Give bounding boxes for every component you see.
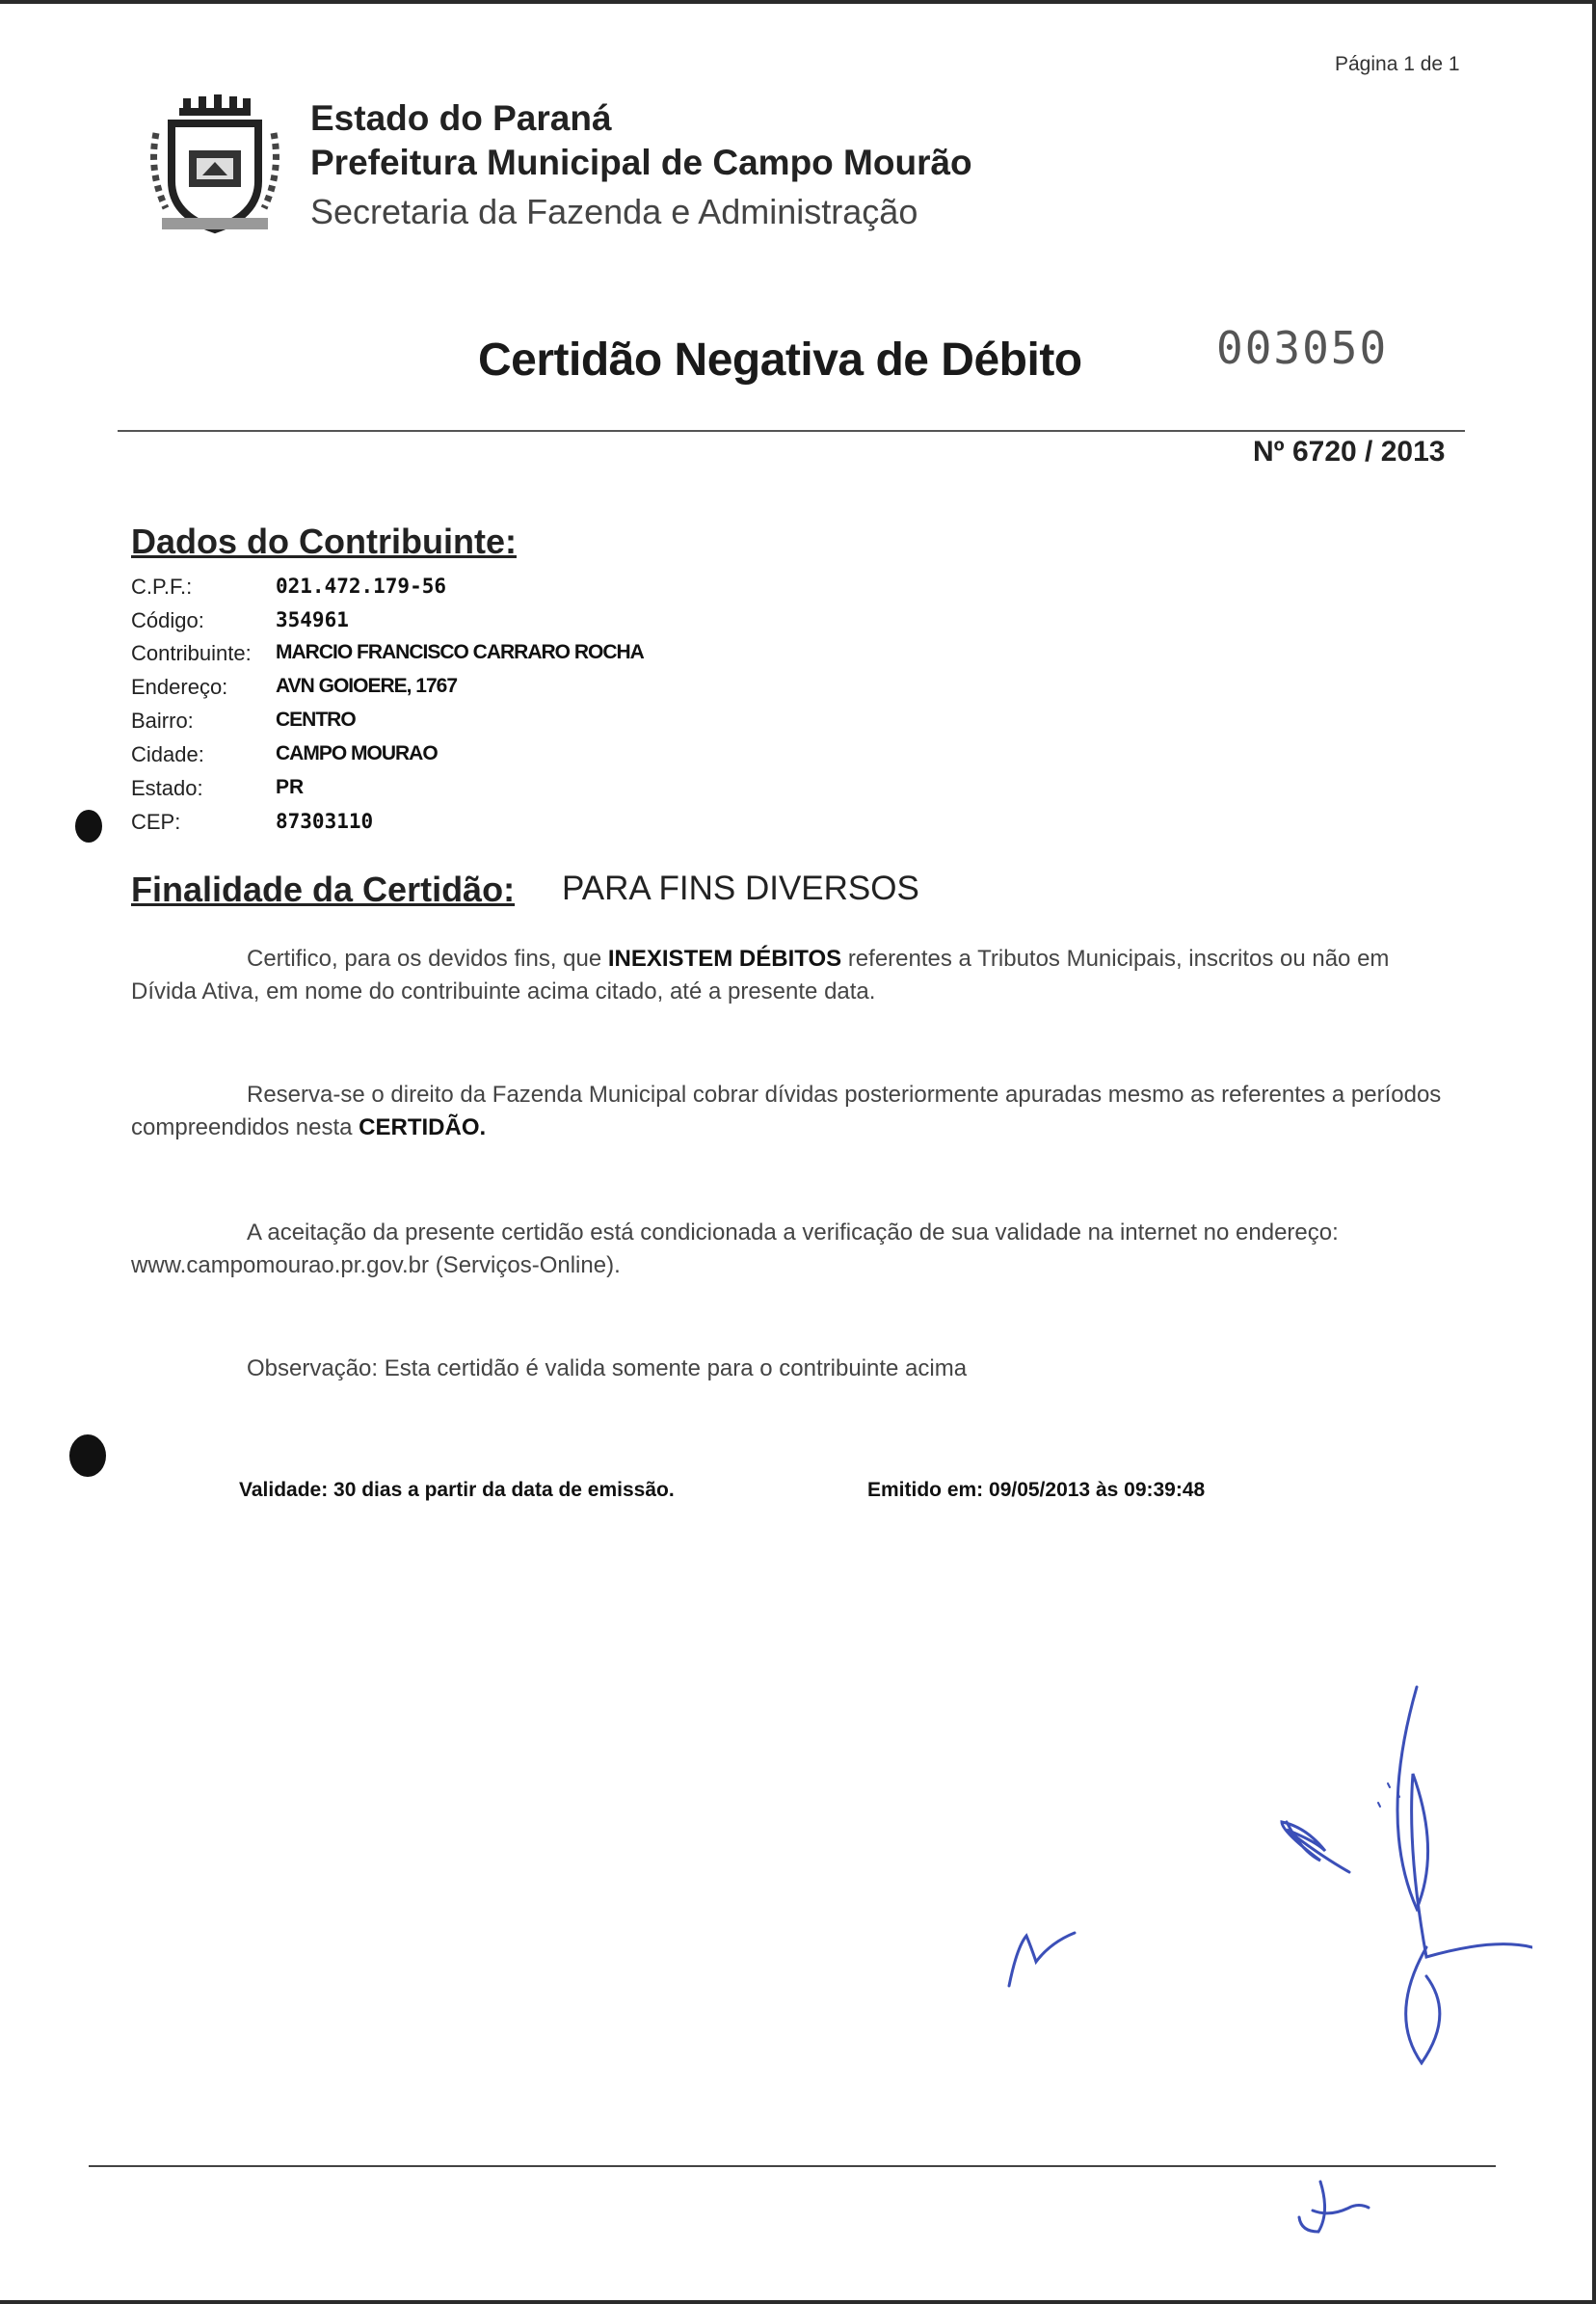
issue-datetime: Emitido em: 09/05/2013 às 09:39:48 bbox=[867, 1479, 1206, 1501]
field-value-cpf: 021.472.179-56 bbox=[276, 575, 447, 598]
coat-of-arms-logo bbox=[143, 94, 287, 239]
field-label-contribuinte: Contribuinte: bbox=[131, 641, 252, 665]
taxpayer-heading: Dados do Contribuinte: bbox=[131, 522, 517, 561]
header-secretariat: Secretaria da Fazenda e Administração bbox=[310, 192, 918, 231]
field-value-endereco: AVN GOIOERE, 1767 bbox=[276, 675, 458, 697]
paragraph-reserve-a: Reserva-se o direito da Fazenda Municipal cobrar dívidas posteriormente apuradas mesmo as referentes a períodos compreendidos nesta bbox=[131, 1082, 1442, 1140]
paragraph-certify-c: referentes a Tributos Municipais, inscritos ou não em Dívida Ativa, em nome do contribuinte acima citado, até a presente data. bbox=[131, 946, 1390, 1005]
scan-border-bottom bbox=[0, 2300, 1596, 2304]
footer-divider bbox=[89, 2165, 1496, 2167]
paragraph-certify bbox=[131, 943, 1451, 1008]
validity-note: Validade: 30 dias a partir da data de emissão. bbox=[239, 1479, 675, 1501]
page-indicator: Página 1 de 1 bbox=[1335, 53, 1460, 75]
field-value-bairro: CENTRO bbox=[276, 709, 356, 731]
scan-border-right bbox=[1592, 0, 1596, 2304]
field-label-codigo: Código: bbox=[131, 608, 204, 632]
field-label-endereco: Endereço: bbox=[131, 675, 228, 699]
paragraph-observation: Observação: Esta certidão é valida somente para o contribuinte acima bbox=[247, 1355, 968, 1381]
field-label-cpf: C.P.F.: bbox=[131, 575, 193, 599]
field-value-cidade: CAMPO MOURAO bbox=[276, 742, 438, 764]
initials-signature bbox=[1291, 2174, 1407, 2241]
header-state: Estado do Paraná bbox=[310, 98, 612, 138]
punch-hole-mark bbox=[75, 810, 102, 843]
field-value-codigo: 354961 bbox=[276, 608, 349, 631]
field-value-cep: 87303110 bbox=[276, 810, 374, 833]
scan-border-top bbox=[0, 0, 1596, 4]
field-label-estado: Estado: bbox=[131, 776, 203, 800]
field-label-cidade: Cidade: bbox=[131, 742, 204, 766]
field-value-contribuinte: MARCIO FRANCISCO CARRARO ROCHA bbox=[276, 641, 644, 663]
paragraph-certify-a: Certifico, para os devidos fins, que bbox=[247, 946, 602, 972]
purpose-heading: Finalidade da Certidão: bbox=[131, 870, 516, 909]
punch-hole-mark bbox=[69, 1434, 106, 1477]
paragraph-validation: A aceitação da presente certidão está condicionada a verificação de sua validade na internet no endereço: www.campomourao.pr.gov.br (Serviços-Online). bbox=[131, 1219, 1339, 1278]
paragraph-certify-emphasis: INEXISTEM DÉBITOS bbox=[607, 946, 842, 972]
header-prefecture: Prefeitura Municipal de Campo Mourão bbox=[310, 143, 972, 182]
document-title: Certidão Negativa de Débito bbox=[478, 335, 1082, 386]
stamped-serial-number: 003050 bbox=[1216, 322, 1389, 374]
field-label-bairro: Bairro: bbox=[131, 709, 194, 733]
field-label-cep: CEP: bbox=[131, 810, 181, 834]
field-value-estado: PR bbox=[276, 776, 305, 798]
certificate-number: Nº 6720 / 2013 bbox=[1253, 436, 1446, 468]
paragraph-reserve bbox=[131, 1079, 1451, 1144]
paragraph-reserve-emphasis: CERTIDÃO. bbox=[359, 1114, 487, 1140]
purpose-value: PARA FINS DIVERSOS bbox=[562, 870, 919, 907]
handwritten-signature bbox=[993, 1658, 1532, 2121]
title-divider bbox=[118, 430, 1465, 432]
